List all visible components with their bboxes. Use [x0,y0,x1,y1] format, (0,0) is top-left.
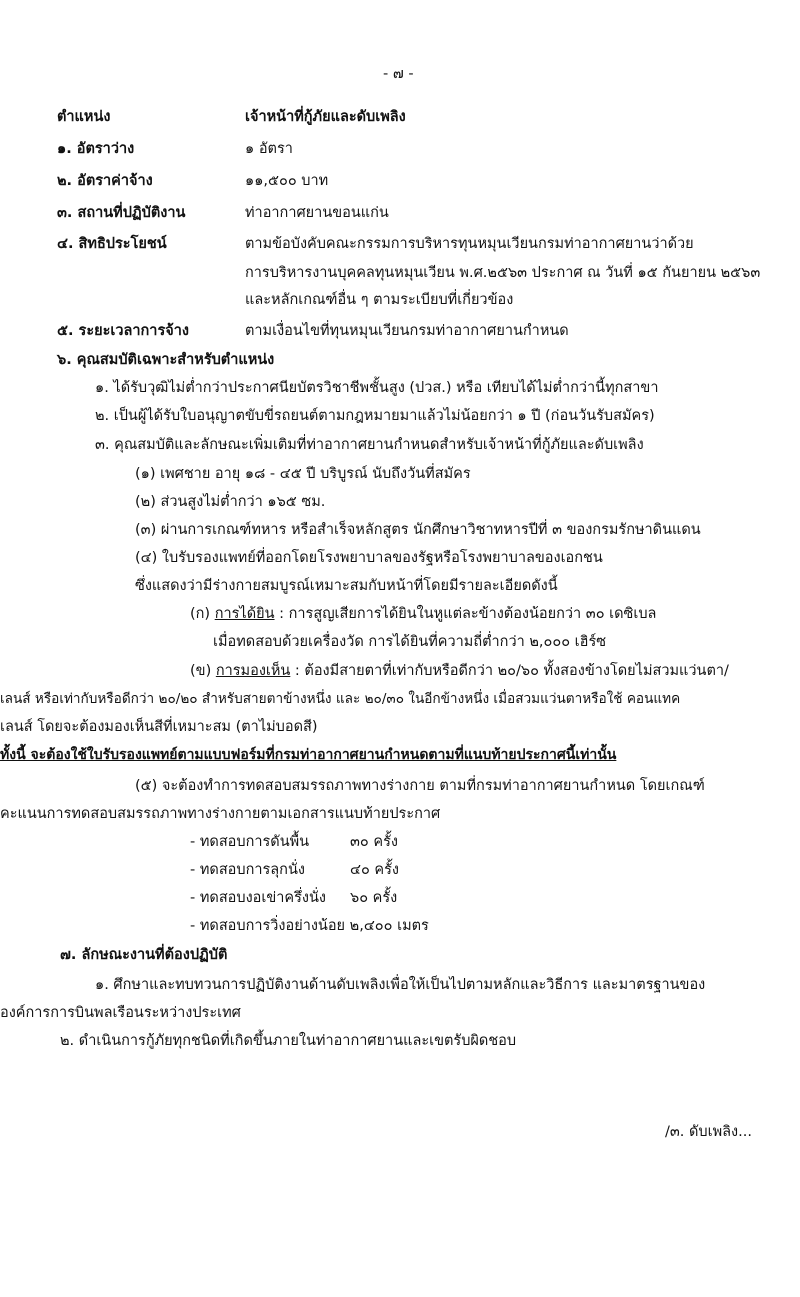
qual-item-3: ๓. คุณสมบัติและลักษณะเพิ่มเติมที่ท่าอากาศยานกำหนดสำหรับเจ้าหน้าที่กู้ภัยและดับเพลิง [95,437,644,453]
qual-sub-2: (๒) ส่วนสูงไม่ต่ำกว่า ๑๖๕ ซม. [135,494,326,510]
page-number: - ๗ - [383,66,414,82]
qual-sub-5-cont: คะแนนการทดสอบสมรรถภาพทางร่างกายตามเอกสารแนบท้ายประกาศ [0,806,441,822]
hearing-cont: เมื่อทดสอบด้วยเครื่องวัด การได้ยินที่ความถี่ต่ำกว่า ๒,๐๐๐ เฮิร์ซ [213,634,607,650]
test-squat: - ทดสอบงอเข่าครึ่งนั่ง [190,890,326,906]
wage-value: ๑๑,๕๐๐ บาท [245,173,329,189]
test-pushup: - ทดสอบการดันพื้น [190,834,310,850]
duty-item-2: ๒. ดำเนินการกู้ภัยทุกชนิดที่เกิดขึ้นภายในท่าอากาศยานและเขตรับผิดชอบ [60,1033,517,1049]
qual-item-1: ๑. ได้รับวุฒิไม่ต่ำกว่าประกาศนียบัตรวิชาชีพชั้นสูง (ปวส.) หรือ เทียบได้ไม่ต่ำกว่านี้ทุกสาขา [95,380,659,396]
wage-label: ๒. อัตราค่าจ้าง [57,173,153,189]
qual-sub-3: (๓) ผ่านการเกณฑ์ทหาร หรือสำเร็จหลักสูตร นักศึกษาวิชาทหารปีที่ ๓ ของกรมรักษาดินแดน [135,522,701,538]
vacancy-value: ๑ อัตรา [245,141,293,157]
test-situp: - ทดสอบการลุกนั่ง [190,862,305,878]
benefits-value: ตามข้อบังคับคณะกรรมการบริหารทุนหมุนเวียนกรมท่าอากาศยานว่าด้วย [245,236,694,252]
test-run: - ทดสอบการวิ่งอย่างน้อย ๒,๔๐๐ เมตร [190,918,429,934]
duty-item-1-cont: องค์การการบินพลเรือนระหว่างประเทศ [0,1005,241,1021]
qual-sub-1: (๑) เพศชาย อายุ ๑๘ - ๔๕ ปี บริบูรณ์ นับถึงวันที่สมัคร [135,466,471,482]
workplace-value: ท่าอากาศยานขอนแก่น [245,205,389,221]
workplace-label: ๓. สถานที่ปฏิบัติงาน [57,205,186,221]
section7-title: ๗. ลักษณะงานที่ต้องปฏิบัติ [60,947,228,963]
test-situp-count: ๔๐ ครั้ง [350,862,400,878]
test-squat-count: ๖๐ ครั้ง [350,890,398,906]
vision-text: : ต้องมีสายตาที่เท่ากับหรือดีกว่า ๒๐/๖๐ ทั้งสองข้างโดยไม่สวมแว่นตา/ [290,663,729,679]
section6-title: ๖. คุณสมบัติเฉพาะสำหรับตำแหน่ง [57,352,275,368]
duration-label: ๕. ระยะเวลาการจ้าง [57,323,189,339]
benefits-cont-1: การบริหารงานบุคคลทุนหมุนเวียน พ.ศ.๒๕๖๓ ประกาศ ณ วันที่ ๑๕ กันยายน ๒๕๖๓ [245,265,761,281]
medical-cert-notice: ทั้งนี้ จะต้องใช้ใบรับรองแพทย์ตามแบบฟอร์มที่กรมท่าอากาศยานกำหนดตามที่แนบท้ายประกาศนี้เท่านั้น [0,747,617,763]
qual-sub-4: (๔) ใบรับรองแพทย์ที่ออกโดยโรงพยาบาลของรัฐหรือโรงพยาบาลของเอกชน [135,550,603,566]
test-pushup-count: ๓๐ ครั้ง [350,834,398,850]
benefits-cont-2: และหลักเกณฑ์อื่น ๆ ตามระเบียบที่เกี่ยวข้อง [245,292,514,308]
vision-line [190,661,729,681]
hearing-label: การได้ยิน [214,606,275,622]
position-label: ตำแหน่ง [57,109,111,125]
duration-value: ตามเงื่อนไขที่ทุนหมุนเวียนกรมท่าอากาศยานกำหนด [245,323,569,339]
vision-cont-2: เลนส์ โดยจะต้องมองเห็นสีที่เหมาะสม (ตาไม่บอดสี) [0,719,318,735]
vision-label: การมองเห็น [215,663,291,679]
hearing-text: : การสูญเสียการได้ยินในหูแต่ละข้างต้องน้อยกว่า ๓๐ เดซิเบล [274,606,657,622]
benefits-label: ๔. สิทธิประโยชน์ [57,236,167,252]
vision-cont-1: เลนส์ หรือเท่ากับหรือดีกว่า ๒๐/๒๐ สำหรับสายตาข้างหนึ่ง และ ๒๐/๓๐ ในอีกข้างหนึ่ง เมื่อสวมแว่นตาหรือใช้ คอนแทค [0,691,681,707]
continuation-note: /๓. ดับเพลิง... [665,1124,752,1140]
qual-item-2: ๒. เป็นผู้ได้รับใบอนุญาตขับขี่รถยนต์ตามกฎหมายมาแล้วไม่น้อยกว่า ๑ ปี (ก่อนวันรับสมัคร) [95,408,655,424]
vision-prefix: (ข) [190,663,216,679]
hearing-prefix: (ก) [190,606,215,622]
hearing-line [190,604,656,624]
qual-sub-4-cont: ซึ่งแสดงว่ามีร่างกายสมบูรณ์เหมาะสมกับหน้าที่โดยมีรายละเอียดดังนี้ [135,578,558,594]
qual-sub-5: (๕) จะต้องทำการทดสอบสมรรถภาพทางร่างกาย ตามที่กรมท่าอากาศยานกำหนด โดยเกณฑ์ [135,778,705,794]
duty-item-1: ๑. ศึกษาและทบทวนการปฏิบัติงานด้านดับเพลิงเพื่อให้เป็นไปตามหลักและวิธีการ และมาตรฐานของ [95,977,706,993]
vacancy-label: ๑. อัตราว่าง [57,141,135,157]
position-value: เจ้าหน้าที่กู้ภัยและดับเพลิง [245,109,406,125]
